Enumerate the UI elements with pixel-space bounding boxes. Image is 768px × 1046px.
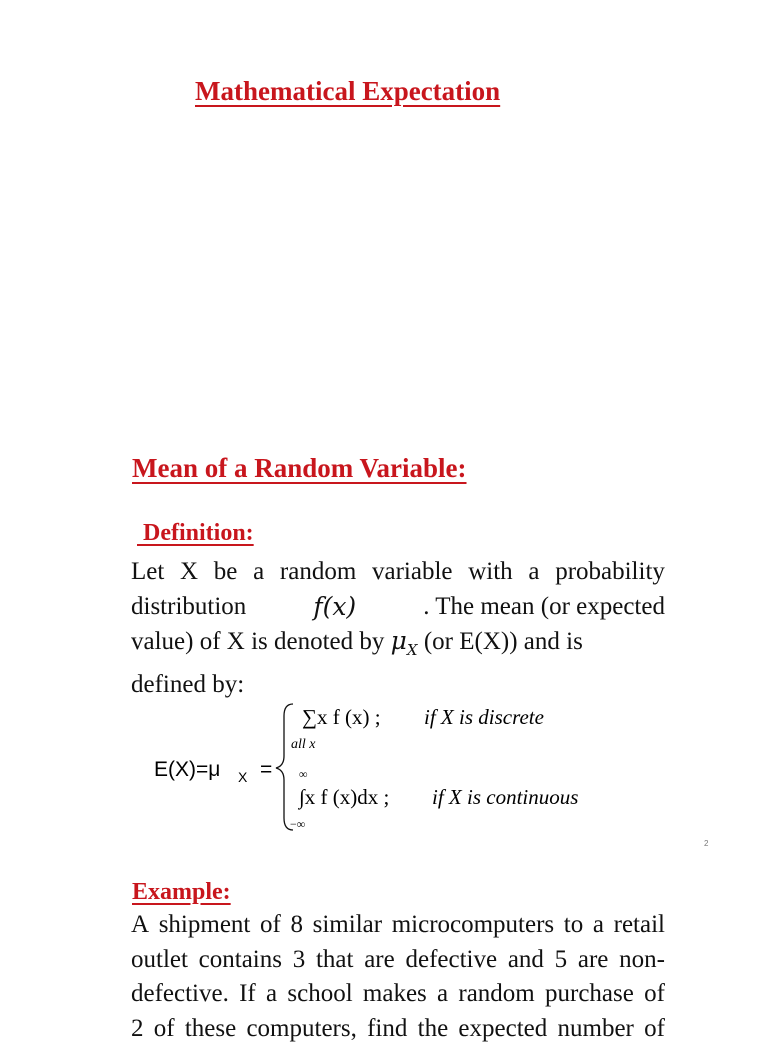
definition-line-2 bbox=[131, 590, 665, 625]
word: be bbox=[214, 555, 238, 590]
word: find bbox=[367, 1012, 407, 1046]
word: random bbox=[280, 555, 356, 590]
mu-symbol: $\mu_X$ bbox=[391, 626, 418, 655]
word: A bbox=[131, 908, 149, 943]
word: variable bbox=[372, 555, 453, 590]
word: 3 bbox=[293, 943, 306, 978]
word: to bbox=[564, 908, 583, 943]
word: a bbox=[593, 908, 604, 943]
word: random bbox=[458, 977, 534, 1012]
word: 5 bbox=[555, 943, 568, 978]
left-brace bbox=[276, 704, 293, 830]
integral-lower-limit: −∞ bbox=[290, 817, 305, 831]
word: X bbox=[180, 555, 198, 590]
word: probability bbox=[555, 555, 665, 590]
word: are bbox=[578, 943, 609, 978]
word: purchase bbox=[545, 977, 634, 1012]
fx-symbol: f(x) bbox=[313, 590, 356, 625]
word: that bbox=[316, 943, 354, 978]
word: are bbox=[364, 943, 395, 978]
word: retail bbox=[614, 908, 665, 943]
page-number: 2 bbox=[704, 839, 708, 848]
word: the bbox=[418, 1012, 449, 1046]
discrete-sum-limit: all x bbox=[291, 737, 316, 752]
definition-line-2-end: . The mean (or expected bbox=[423, 590, 665, 625]
word: with bbox=[468, 555, 512, 590]
definition-label: Definition: bbox=[137, 520, 254, 547]
word: expected bbox=[458, 1012, 547, 1046]
word: microcomputers bbox=[392, 908, 554, 943]
discrete-expression: ∑x f (x) ; bbox=[302, 705, 381, 729]
word: a bbox=[528, 555, 539, 590]
word: a bbox=[253, 555, 264, 590]
integral-upper-limit: ∞ bbox=[299, 767, 308, 781]
example-line-4 bbox=[131, 1012, 665, 1046]
example-line-2 bbox=[131, 943, 665, 978]
page-title: Mathematical Expectation bbox=[195, 76, 500, 107]
word: school bbox=[287, 977, 352, 1012]
word: a bbox=[437, 977, 448, 1012]
definition-line-4: defined by: bbox=[131, 668, 665, 703]
word: similar bbox=[313, 908, 382, 943]
example-paragraph bbox=[131, 908, 665, 1046]
word: these bbox=[185, 1012, 236, 1046]
definition-paragraph bbox=[131, 555, 665, 702]
definition-line-1 bbox=[131, 555, 665, 590]
example-label: Example: bbox=[132, 879, 231, 906]
expectation-formula bbox=[150, 698, 650, 838]
word: a bbox=[266, 977, 277, 1012]
word: If bbox=[239, 977, 256, 1012]
word: 8 bbox=[290, 908, 303, 943]
word: contains bbox=[199, 943, 282, 978]
word: and bbox=[508, 943, 544, 978]
word: number bbox=[558, 1012, 634, 1046]
example-line-3 bbox=[131, 977, 665, 1012]
formula-lhs: E(X)=μ bbox=[154, 758, 220, 781]
word: defective. bbox=[131, 977, 229, 1012]
word: of bbox=[260, 908, 281, 943]
definition-line-3: value) of X is denoted by $\mu_X$ (or E(X)) and is bbox=[131, 624, 665, 668]
word: outlet bbox=[131, 943, 188, 978]
example-line-1 bbox=[131, 908, 665, 943]
section-heading: Mean of a Random Variable: bbox=[132, 453, 467, 484]
word: shipment bbox=[159, 908, 251, 943]
continuous-condition: if X is continuous bbox=[432, 785, 578, 809]
formula-lhs-subscript: X bbox=[238, 769, 248, 785]
word: makes bbox=[363, 977, 427, 1012]
formula-lhs-equals: = bbox=[260, 758, 272, 781]
continuous-expression: ∫x f (x)dx ; bbox=[297, 785, 389, 810]
word: of bbox=[644, 977, 665, 1012]
word: 2 bbox=[131, 1012, 144, 1046]
mu-subscript: X bbox=[407, 641, 418, 659]
word: defective bbox=[405, 943, 497, 978]
word: of bbox=[154, 1012, 175, 1046]
definition-line-2-start: distribution bbox=[131, 590, 246, 625]
word: Let bbox=[131, 555, 164, 590]
word: computers, bbox=[246, 1012, 356, 1046]
word: of bbox=[644, 1012, 665, 1046]
discrete-condition: if X is discrete bbox=[424, 705, 544, 729]
word: non- bbox=[619, 943, 665, 978]
